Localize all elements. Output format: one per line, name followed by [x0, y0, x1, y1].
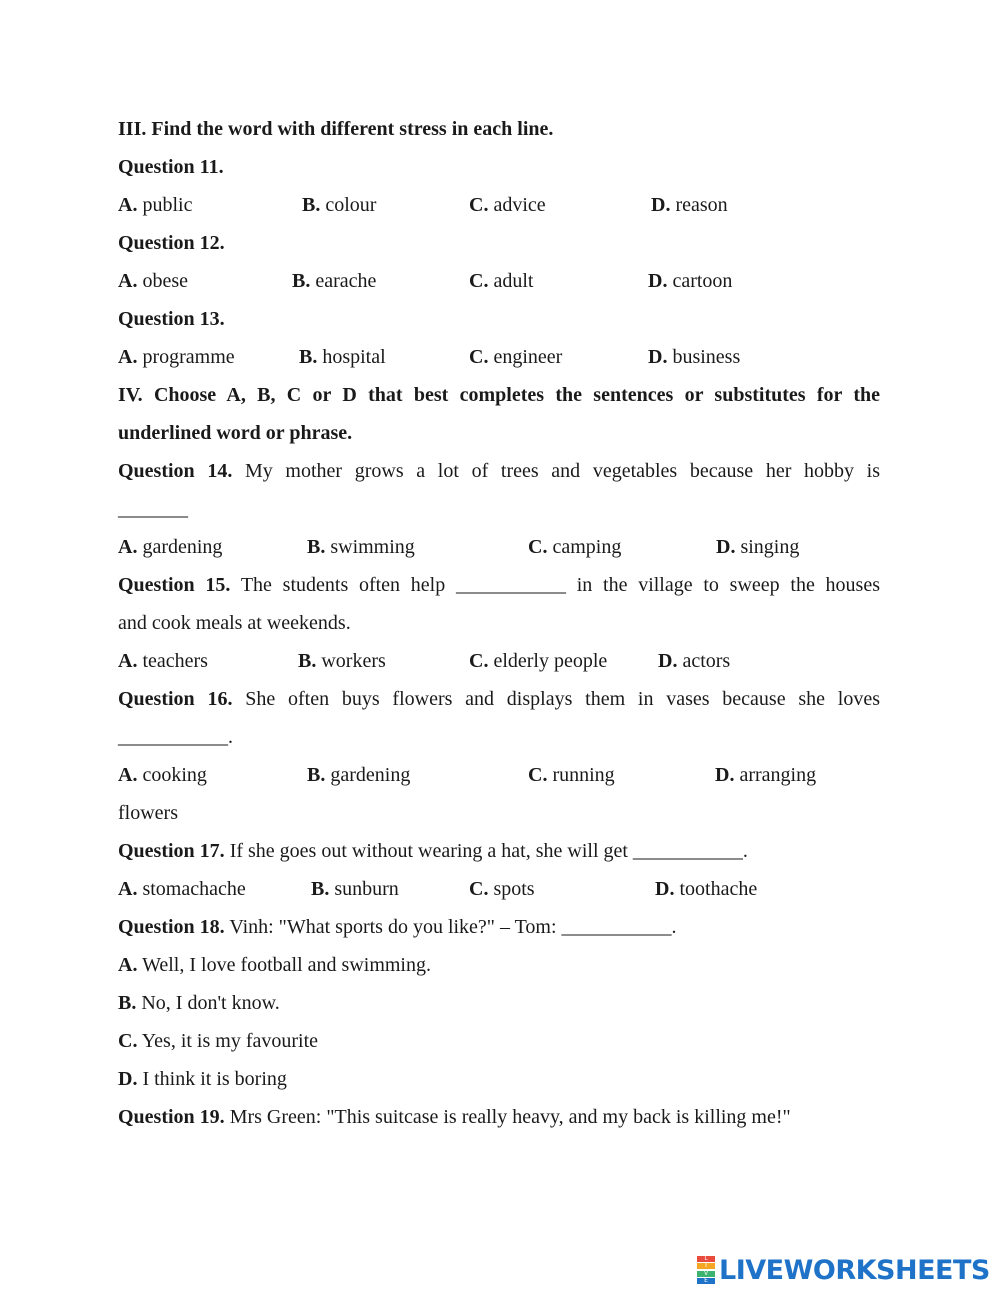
- section-4-heading-line-1: IV. Choose A, B, C or D that best completes the sentences or substitutes for the: [118, 384, 880, 406]
- question-15-stem: Question 15. The students often help ___________ in the village to sweep the houses: [118, 574, 881, 596]
- option-b[interactable]: B. swimming: [307, 536, 415, 558]
- option-d[interactable]: D. toothache: [655, 878, 758, 900]
- question-18-stem: Question 18. Vinh: "What sports do you like?" – Tom: ___________.: [118, 916, 677, 938]
- question-11-label: Question 11.: [118, 156, 224, 178]
- question-13-options: [118, 338, 880, 376]
- question-11-options: [118, 186, 880, 224]
- question-16-options: [118, 756, 880, 794]
- option-a[interactable]: A. public: [118, 194, 193, 216]
- option-d[interactable]: D. singing: [716, 536, 800, 558]
- option-b[interactable]: B. gardening: [307, 764, 411, 786]
- question-18-option-a[interactable]: A. Well, I love football and swimming.: [118, 954, 431, 976]
- question-15-options: [118, 642, 880, 680]
- logo-mark-v: V: [697, 1271, 715, 1277]
- option-c[interactable]: C. elderly people: [469, 650, 608, 672]
- question-13-label: Question 13.: [118, 308, 225, 330]
- option-a[interactable]: A. stomachache: [118, 878, 246, 900]
- liveworksheets-logo: [697, 1252, 990, 1288]
- logo-mark-icon: [697, 1256, 715, 1284]
- question-18-option-c[interactable]: C. Yes, it is my favourite: [118, 1030, 319, 1052]
- option-b[interactable]: B. colour: [302, 194, 377, 216]
- option-a[interactable]: A. cooking: [118, 764, 207, 786]
- question-14-stem: Question 14. My mother grows a lot of trees and vegetables because her hobby is: [118, 460, 880, 482]
- option-a[interactable]: A. gardening: [118, 536, 223, 558]
- question-19-stem: Question 19. Mrs Green: "This suitcase is really heavy, and my back is killing me!": [118, 1106, 791, 1128]
- question-14-blank[interactable]: _______: [118, 498, 188, 520]
- worksheet-page: [118, 110, 880, 1136]
- option-b[interactable]: B. sunburn: [311, 878, 399, 900]
- question-18-option-b[interactable]: B. No, I don't know.: [118, 992, 280, 1014]
- option-b[interactable]: B. workers: [298, 650, 386, 672]
- option-c[interactable]: C. adult: [469, 270, 534, 292]
- section-3-heading: III. Find the word with different stress in each line.: [118, 118, 554, 140]
- question-18-option-d[interactable]: D. I think it is boring: [118, 1068, 287, 1090]
- logo-mark-l: L: [697, 1256, 715, 1262]
- question-16-option-d-wrap: flowers: [118, 802, 178, 824]
- option-c[interactable]: C. advice: [469, 194, 546, 216]
- question-17-stem: Question 17. If she goes out without wearing a hat, she will get ___________.: [118, 840, 748, 862]
- question-14-options: [118, 528, 880, 566]
- option-c[interactable]: C. running: [528, 764, 615, 786]
- option-d[interactable]: D. business: [648, 346, 741, 368]
- option-a[interactable]: A. obese: [118, 270, 188, 292]
- logo-text: LIVEWORKSHEETS: [719, 1254, 990, 1286]
- question-17-options: [118, 870, 880, 908]
- logo-mark-e: E: [697, 1278, 715, 1284]
- logo-mark-i: I: [697, 1263, 715, 1269]
- option-c[interactable]: C. camping: [528, 536, 622, 558]
- option-a[interactable]: A. programme: [118, 346, 235, 368]
- question-15-stem-cont: and cook meals at weekends.: [118, 612, 351, 634]
- option-d[interactable]: D. actors: [658, 650, 731, 672]
- option-b[interactable]: B. hospital: [299, 346, 386, 368]
- question-12-label: Question 12.: [118, 232, 225, 254]
- section-4-heading-line-2: underlined word or phrase.: [118, 422, 353, 444]
- option-d[interactable]: D. arranging: [715, 764, 817, 786]
- option-a[interactable]: A. teachers: [118, 650, 208, 672]
- option-d[interactable]: D. cartoon: [648, 270, 733, 292]
- option-c[interactable]: C. engineer: [469, 346, 563, 368]
- question-16-stem: Question 16. She often buys flowers and displays them in vases because she loves: [118, 688, 881, 710]
- question-16-blank[interactable]: ___________.: [118, 726, 233, 748]
- question-12-options: [118, 262, 880, 300]
- option-c[interactable]: C. spots: [469, 878, 535, 900]
- option-d[interactable]: D. reason: [651, 194, 728, 216]
- option-b[interactable]: B. earache: [292, 270, 377, 292]
